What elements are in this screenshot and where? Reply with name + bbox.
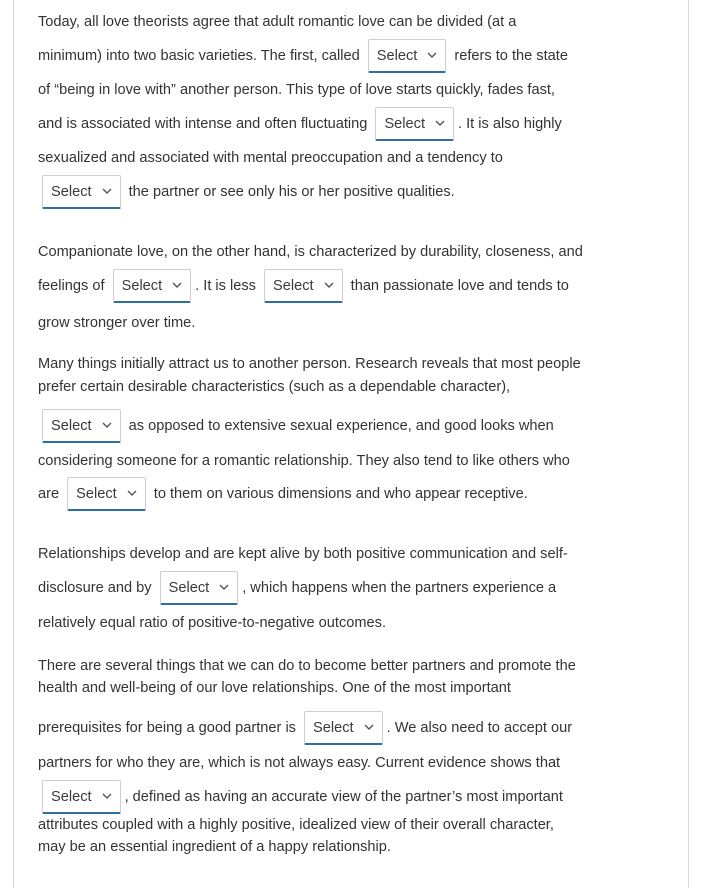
answer-dropdown-2[interactable] (375, 107, 454, 141)
text-segment: sexualized and associated with mental preoccupation and a tendency to (38, 150, 503, 166)
text-segment: Many things initially attract us to another person. Research reveals that most people (38, 356, 581, 372)
dropdown-placeholder: Select (51, 184, 92, 201)
text-segment: feelings of (38, 278, 109, 294)
dropdown-placeholder: Select (168, 580, 210, 597)
text-segment: as opposed to extensive sexual experience, and good looks when (124, 418, 554, 434)
text-line (38, 655, 576, 677)
text-line (38, 711, 572, 745)
text-segment: , defined as having an accurate view of the partner’s most important (124, 789, 563, 805)
dropdown-placeholder: Select (76, 486, 117, 503)
chevron-down-icon (322, 278, 336, 292)
answer-dropdown-9[interactable] (304, 711, 383, 745)
chevron-down-icon (100, 418, 114, 432)
chevron-down-icon (362, 720, 376, 734)
text-segment: . It is less (195, 278, 261, 294)
text-line (38, 353, 581, 375)
answer-dropdown-4[interactable] (113, 269, 192, 303)
text-segment: attributes coupled with a highly positive, idealized view of their overall character, (38, 817, 554, 833)
text-segment: partners for who they are, which is not always easy. Current evidence shows that (38, 755, 561, 771)
text-segment: to them on various dimensions and who appear receptive. (149, 486, 528, 502)
text-segment: Relationships develop and are kept alive by both positive communication and self- (38, 546, 568, 562)
text-line (38, 606, 386, 640)
text-segment: prerequisites for being a good partner is (38, 720, 301, 736)
text-line (38, 175, 455, 209)
text-segment: health and well-being of our love relationships. One of the most important (38, 680, 511, 696)
dropdown-placeholder: Select (273, 278, 314, 295)
chevron-down-icon (100, 789, 114, 803)
text-segment: prefer certain desirable characteristics (such as a dependable character), (38, 379, 511, 395)
text-segment: Today, all love theorists agree that adult romantic love can be divided (at a (38, 14, 517, 30)
text-segment: are (38, 486, 64, 502)
answer-dropdown-8[interactable] (160, 571, 239, 605)
dropdown-placeholder: Select (51, 418, 92, 435)
text-line (38, 836, 391, 858)
chevron-down-icon (170, 278, 184, 292)
text-line (38, 409, 554, 443)
text-segment: grow stronger over time. (38, 315, 196, 331)
answer-dropdown-6[interactable] (42, 409, 121, 443)
dropdown-placeholder: Select (384, 116, 426, 133)
dropdown-placeholder: Select (121, 278, 163, 295)
text-segment: of “being in love with” another person. This type of love starts quickly, fades fast, (38, 82, 555, 98)
text-segment: . It is also highly (458, 116, 562, 132)
text-line (38, 235, 583, 269)
text-segment: refers to the state (450, 48, 568, 64)
text-line (38, 306, 195, 340)
text-line (38, 39, 568, 73)
text-line (38, 477, 528, 511)
text-line (38, 571, 556, 605)
chevron-down-icon (100, 184, 114, 198)
text-segment: disclosure and by (38, 580, 156, 596)
chevron-down-icon (125, 486, 139, 500)
text-segment: the partner or see only his or her positive qualities. (124, 184, 455, 200)
chevron-down-icon (425, 48, 439, 62)
text-line (38, 141, 503, 175)
text-segment: may be an essential ingredient of a happy relationship. (38, 839, 391, 855)
text-segment: considering someone for a romantic relationship. They also tend to like others who (38, 453, 570, 469)
answer-dropdown-7[interactable] (67, 477, 146, 511)
text-line (38, 5, 516, 39)
chevron-down-icon (433, 116, 447, 130)
text-segment: than passionate love and tends to (346, 278, 569, 294)
answer-dropdown-10[interactable] (42, 780, 121, 814)
text-segment: There are several things that we can do to become better partners and promote the (38, 658, 576, 674)
text-line (38, 269, 569, 303)
text-line (38, 746, 560, 780)
text-line (38, 537, 568, 571)
dropdown-placeholder: Select (313, 720, 354, 737)
text-segment: and is associated with intense and often fluctuating (38, 116, 372, 132)
text-line (38, 814, 554, 836)
text-segment: relatively equal ratio of positive-to-negative outcomes. (38, 615, 386, 631)
text-segment: . We also need to accept our (386, 720, 573, 736)
text-line (38, 73, 555, 107)
text-line (38, 376, 510, 398)
text-line (38, 780, 563, 814)
text-segment: , which happens when the partners experience a (242, 580, 557, 596)
dropdown-placeholder: Select (376, 48, 418, 65)
text-segment: Companionate love, on the other hand, is characterized by durability, closeness, and (38, 244, 583, 260)
answer-dropdown-3[interactable] (42, 175, 121, 209)
text-line (38, 107, 562, 141)
answer-dropdown-1[interactable] (368, 39, 447, 73)
text-line (38, 444, 570, 478)
dropdown-placeholder: Select (51, 789, 92, 806)
text-line (38, 677, 511, 699)
answer-dropdown-5[interactable] (264, 269, 343, 303)
text-segment: minimum) into two basic varieties. The first, called (38, 48, 364, 64)
chevron-down-icon (217, 580, 231, 594)
